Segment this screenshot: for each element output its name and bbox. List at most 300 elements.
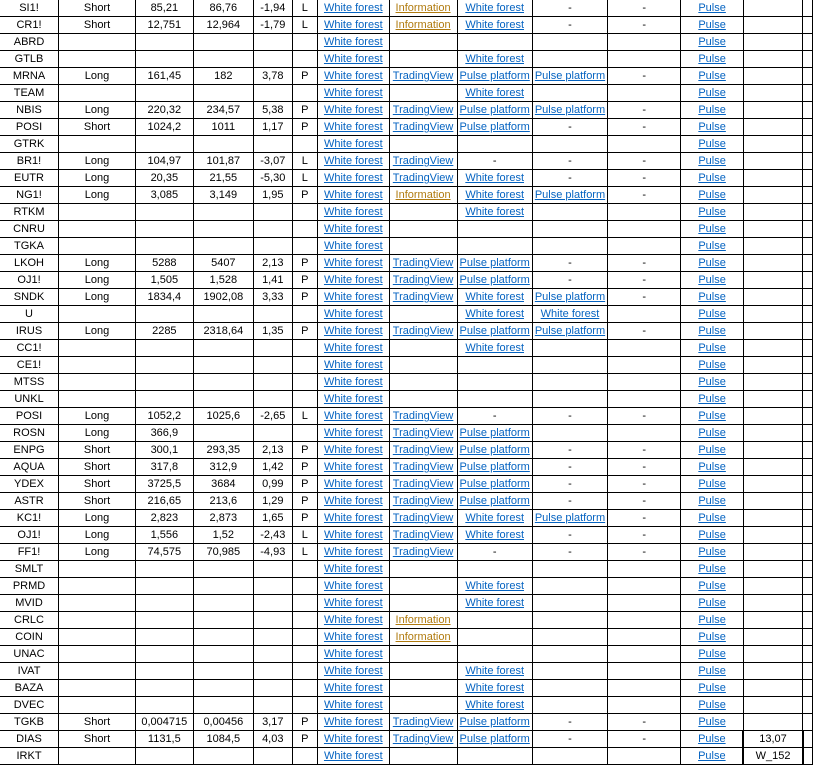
pulse-link[interactable]: Pulse — [698, 342, 726, 354]
change-pct-cell[interactable] — [253, 136, 292, 153]
link-d-cell[interactable]: - — [532, 153, 607, 170]
current-price-cell[interactable] — [193, 85, 253, 102]
tradingview-link[interactable]: TradingView — [392, 444, 454, 456]
extra-cell[interactable] — [803, 221, 813, 238]
direction-cell[interactable] — [59, 34, 136, 51]
white-forest-link[interactable]: White forest — [465, 189, 525, 201]
pulse-platform-link[interactable]: Pulse platform — [534, 104, 606, 116]
current-price-cell[interactable]: 1011 — [193, 119, 253, 136]
pulse-platform-link[interactable]: Pulse platform — [459, 716, 530, 728]
ticker-cell[interactable]: TEAM — [0, 85, 59, 102]
current-price-cell[interactable]: 293,35 — [193, 442, 253, 459]
pulse-link[interactable]: Pulse — [698, 206, 726, 218]
entry-price-cell[interactable]: 2285 — [135, 323, 193, 340]
link-c-cell[interactable]: - — [457, 153, 532, 170]
note-cell[interactable] — [743, 612, 802, 629]
change-pct-cell[interactable]: -4,93 — [253, 544, 292, 561]
link-e-cell[interactable] — [608, 595, 681, 612]
change-pct-cell[interactable]: 3,17 — [253, 714, 292, 731]
pulse-platform-link[interactable]: Pulse platform — [459, 70, 530, 82]
entry-price-cell[interactable]: 366,9 — [135, 425, 193, 442]
change-pct-cell[interactable]: 2,13 — [253, 442, 292, 459]
entry-price-cell[interactable]: 317,8 — [135, 459, 193, 476]
link-c-cell[interactable] — [457, 357, 532, 374]
change-pct-cell[interactable] — [253, 51, 292, 68]
link-e-cell[interactable]: - — [608, 255, 681, 272]
pulse-link[interactable]: Pulse — [698, 614, 726, 626]
link-d-cell[interactable] — [532, 646, 607, 663]
note-cell[interactable] — [743, 0, 802, 17]
pulse-link[interactable]: Pulse — [698, 359, 726, 371]
link-e-cell[interactable] — [608, 85, 681, 102]
direction-cell[interactable] — [59, 561, 136, 578]
link-e-cell[interactable] — [608, 748, 681, 765]
white-forest-link[interactable]: White forest — [465, 291, 525, 303]
entry-price-cell[interactable] — [135, 629, 193, 646]
link-e-cell[interactable]: - — [608, 170, 681, 187]
change-pct-cell[interactable] — [253, 646, 292, 663]
direction-cell[interactable] — [59, 204, 136, 221]
change-pct-cell[interactable]: 5,38 — [253, 102, 292, 119]
current-price-cell[interactable]: 5407 — [193, 255, 253, 272]
white-forest-link[interactable]: White forest — [323, 240, 383, 252]
note-cell[interactable] — [743, 646, 802, 663]
direction-cell[interactable]: Long — [59, 68, 136, 85]
current-price-cell[interactable]: 101,87 — [193, 153, 253, 170]
extra-cell[interactable] — [803, 442, 813, 459]
white-forest-link[interactable]: White forest — [323, 121, 383, 133]
white-forest-link[interactable]: White forest — [323, 257, 383, 269]
change-pct-cell[interactable] — [253, 374, 292, 391]
white-forest-link[interactable]: White forest — [465, 2, 525, 14]
white-forest-link[interactable]: White forest — [465, 308, 525, 320]
direction-cell[interactable] — [59, 629, 136, 646]
entry-price-cell[interactable] — [135, 578, 193, 595]
extra-cell[interactable] — [803, 663, 813, 680]
pulse-link[interactable]: Pulse — [698, 529, 726, 541]
pulse-link[interactable]: Pulse — [698, 70, 726, 82]
link-e-cell[interactable] — [608, 612, 681, 629]
white-forest-link[interactable]: White forest — [323, 325, 383, 337]
ticker-cell[interactable]: AQUA — [0, 459, 59, 476]
pulse-link[interactable]: Pulse — [698, 563, 726, 575]
extra-cell[interactable] — [803, 697, 813, 714]
link-d-cell[interactable]: - — [532, 459, 607, 476]
link-e-cell[interactable]: - — [608, 493, 681, 510]
current-price-cell[interactable]: 70,985 — [193, 544, 253, 561]
direction-cell[interactable] — [59, 697, 136, 714]
link-d-cell[interactable]: - — [532, 255, 607, 272]
link-c-cell[interactable]: - — [457, 544, 532, 561]
link-e-cell[interactable] — [608, 340, 681, 357]
link-e-cell[interactable] — [608, 306, 681, 323]
pulse-platform-link[interactable]: Pulse platform — [459, 478, 530, 490]
link-e-cell[interactable] — [608, 238, 681, 255]
note-cell[interactable] — [743, 119, 802, 136]
link-c-cell[interactable] — [457, 561, 532, 578]
result-cell[interactable]: P — [292, 119, 317, 136]
link-d-cell[interactable] — [532, 578, 607, 595]
change-pct-cell[interactable] — [253, 357, 292, 374]
white-forest-link[interactable]: White forest — [323, 223, 383, 235]
pulse-platform-link[interactable]: Pulse platform — [459, 495, 530, 507]
result-cell[interactable] — [292, 238, 317, 255]
ticker-cell[interactable]: CRLC — [0, 612, 59, 629]
entry-price-cell[interactable]: 1024,2 — [135, 119, 193, 136]
extra-cell[interactable] — [803, 748, 813, 765]
link-e-cell[interactable]: - — [608, 323, 681, 340]
link-e-cell[interactable] — [608, 221, 681, 238]
direction-cell[interactable] — [59, 391, 136, 408]
direction-cell[interactable] — [59, 578, 136, 595]
extra-cell[interactable] — [803, 51, 813, 68]
entry-price-cell[interactable] — [135, 561, 193, 578]
direction-cell[interactable] — [59, 136, 136, 153]
current-price-cell[interactable]: 234,57 — [193, 102, 253, 119]
ticker-cell[interactable]: GTLB — [0, 51, 59, 68]
link-c-cell[interactable] — [457, 646, 532, 663]
entry-price-cell[interactable] — [135, 374, 193, 391]
link-e-cell[interactable]: - — [608, 187, 681, 204]
link-e-cell[interactable]: - — [608, 17, 681, 34]
link-d-cell[interactable]: - — [532, 408, 607, 425]
tradingview-link[interactable]: TradingView — [392, 325, 454, 337]
note-cell[interactable] — [743, 255, 802, 272]
link-b-cell[interactable] — [389, 34, 457, 51]
link-d-cell[interactable]: - — [532, 544, 607, 561]
note-cell[interactable] — [743, 102, 802, 119]
ticker-cell[interactable]: IRKT — [0, 748, 59, 765]
link-d-cell[interactable] — [532, 221, 607, 238]
white-forest-link[interactable]: White forest — [323, 682, 383, 694]
note-cell[interactable] — [743, 357, 802, 374]
entry-price-cell[interactable]: 1834,4 — [135, 289, 193, 306]
entry-price-cell[interactable]: 20,35 — [135, 170, 193, 187]
note-cell[interactable] — [743, 306, 802, 323]
result-cell[interactable] — [292, 612, 317, 629]
note-cell[interactable] — [743, 561, 802, 578]
direction-cell[interactable] — [59, 374, 136, 391]
entry-price-cell[interactable] — [135, 34, 193, 51]
direction-cell[interactable] — [59, 748, 136, 765]
current-price-cell[interactable] — [193, 595, 253, 612]
direction-cell[interactable]: Short — [59, 17, 136, 34]
entry-price-cell[interactable]: 1,556 — [135, 527, 193, 544]
information-link[interactable]: Information — [395, 614, 451, 626]
entry-price-cell[interactable]: 74,575 — [135, 544, 193, 561]
direction-cell[interactable] — [59, 612, 136, 629]
extra-cell[interactable] — [803, 255, 813, 272]
direction-cell[interactable]: Long — [59, 170, 136, 187]
current-price-cell[interactable] — [193, 612, 253, 629]
result-cell[interactable] — [292, 357, 317, 374]
white-forest-link[interactable]: White forest — [323, 87, 383, 99]
pulse-link[interactable]: Pulse — [698, 699, 726, 711]
link-e-cell[interactable]: - — [608, 731, 681, 748]
change-pct-cell[interactable] — [253, 204, 292, 221]
white-forest-link[interactable]: White forest — [323, 36, 383, 48]
link-b-cell[interactable] — [389, 238, 457, 255]
entry-price-cell[interactable]: 85,21 — [135, 0, 193, 17]
link-c-cell[interactable] — [457, 391, 532, 408]
change-pct-cell[interactable]: 3,33 — [253, 289, 292, 306]
extra-cell[interactable] — [803, 340, 813, 357]
extra-cell[interactable] — [803, 476, 813, 493]
pulse-link[interactable]: Pulse — [698, 682, 726, 694]
note-cell[interactable] — [743, 17, 802, 34]
link-d-cell[interactable]: - — [532, 476, 607, 493]
extra-cell[interactable] — [803, 17, 813, 34]
current-price-cell[interactable] — [193, 425, 253, 442]
white-forest-link[interactable]: White forest — [323, 495, 383, 507]
white-forest-link[interactable]: White forest — [323, 189, 383, 201]
result-cell[interactable]: P — [292, 68, 317, 85]
direction-cell[interactable]: Long — [59, 153, 136, 170]
ticker-cell[interactable]: POSI — [0, 119, 59, 136]
entry-price-cell[interactable]: 104,97 — [135, 153, 193, 170]
pulse-link[interactable]: Pulse — [698, 104, 726, 116]
link-e-cell[interactable]: - — [608, 544, 681, 561]
note-cell[interactable] — [743, 527, 802, 544]
entry-price-cell[interactable]: 300,1 — [135, 442, 193, 459]
tradingview-link[interactable]: TradingView — [392, 104, 454, 116]
entry-price-cell[interactable] — [135, 748, 193, 765]
direction-cell[interactable] — [59, 340, 136, 357]
ticker-cell[interactable]: TGKA — [0, 238, 59, 255]
pulse-platform-link[interactable]: Pulse platform — [459, 257, 530, 269]
note-cell[interactable] — [743, 680, 802, 697]
link-b-cell[interactable] — [389, 697, 457, 714]
ticker-cell[interactable]: ABRD — [0, 34, 59, 51]
ticker-cell[interactable]: NG1! — [0, 187, 59, 204]
extra-cell[interactable] — [803, 527, 813, 544]
direction-cell[interactable]: Short — [59, 442, 136, 459]
entry-price-cell[interactable] — [135, 357, 193, 374]
current-price-cell[interactable]: 2,873 — [193, 510, 253, 527]
result-cell[interactable]: L — [292, 153, 317, 170]
pulse-link[interactable]: Pulse — [698, 648, 726, 660]
direction-cell[interactable]: Long — [59, 289, 136, 306]
pulse-link[interactable]: Pulse — [698, 427, 726, 439]
result-cell[interactable]: P — [292, 510, 317, 527]
link-b-cell[interactable] — [389, 204, 457, 221]
note-cell[interactable] — [743, 442, 802, 459]
entry-price-cell[interactable]: 12,751 — [135, 17, 193, 34]
white-forest-link[interactable]: White forest — [465, 53, 525, 65]
extra-cell[interactable] — [803, 578, 813, 595]
note-cell[interactable]: 13,07 — [743, 731, 802, 748]
link-d-cell[interactable]: - — [532, 714, 607, 731]
white-forest-link[interactable]: White forest — [323, 206, 383, 218]
pulse-platform-link[interactable]: Pulse platform — [459, 733, 530, 745]
note-cell[interactable] — [743, 663, 802, 680]
pulse-link[interactable]: Pulse — [698, 410, 726, 422]
pulse-platform-link[interactable]: Pulse platform — [534, 512, 606, 524]
entry-price-cell[interactable]: 1131,5 — [135, 731, 193, 748]
note-cell[interactable]: W_152 — [743, 748, 802, 765]
current-price-cell[interactable] — [193, 629, 253, 646]
entry-price-cell[interactable] — [135, 697, 193, 714]
link-b-cell[interactable] — [389, 221, 457, 238]
entry-price-cell[interactable] — [135, 136, 193, 153]
direction-cell[interactable]: Long — [59, 408, 136, 425]
direction-cell[interactable] — [59, 238, 136, 255]
result-cell[interactable] — [292, 34, 317, 51]
direction-cell[interactable]: Long — [59, 187, 136, 204]
link-d-cell[interactable] — [532, 204, 607, 221]
link-e-cell[interactable]: - — [608, 459, 681, 476]
link-d-cell[interactable] — [532, 748, 607, 765]
white-forest-link[interactable]: White forest — [465, 512, 525, 524]
direction-cell[interactable] — [59, 85, 136, 102]
result-cell[interactable] — [292, 561, 317, 578]
white-forest-link[interactable]: White forest — [465, 580, 525, 592]
link-c-cell[interactable] — [457, 748, 532, 765]
result-cell[interactable] — [292, 391, 317, 408]
change-pct-cell[interactable] — [253, 595, 292, 612]
extra-cell[interactable] — [803, 374, 813, 391]
ticker-cell[interactable]: UNAC — [0, 646, 59, 663]
ticker-cell[interactable]: EUTR — [0, 170, 59, 187]
extra-cell[interactable] — [803, 510, 813, 527]
extra-cell[interactable] — [803, 323, 813, 340]
entry-price-cell[interactable]: 5288 — [135, 255, 193, 272]
extra-cell[interactable] — [803, 714, 813, 731]
extra-cell[interactable] — [803, 153, 813, 170]
link-d-cell[interactable] — [532, 238, 607, 255]
white-forest-link[interactable]: White forest — [465, 172, 525, 184]
entry-price-cell[interactable] — [135, 238, 193, 255]
direction-cell[interactable] — [59, 357, 136, 374]
entry-price-cell[interactable] — [135, 51, 193, 68]
link-d-cell[interactable] — [532, 697, 607, 714]
change-pct-cell[interactable]: 1,95 — [253, 187, 292, 204]
extra-cell[interactable] — [803, 493, 813, 510]
link-e-cell[interactable]: - — [608, 68, 681, 85]
pulse-link[interactable]: Pulse — [698, 716, 726, 728]
link-b-cell[interactable] — [389, 578, 457, 595]
pulse-link[interactable]: Pulse — [698, 478, 726, 490]
pulse-link[interactable]: Pulse — [698, 19, 726, 31]
entry-price-cell[interactable]: 3725,5 — [135, 476, 193, 493]
link-d-cell[interactable] — [532, 357, 607, 374]
pulse-link[interactable]: Pulse — [698, 580, 726, 592]
current-price-cell[interactable]: 12,964 — [193, 17, 253, 34]
result-cell[interactable]: P — [292, 714, 317, 731]
extra-cell[interactable] — [803, 204, 813, 221]
link-e-cell[interactable]: - — [608, 272, 681, 289]
result-cell[interactable]: P — [292, 731, 317, 748]
ticker-cell[interactable]: UNKL — [0, 391, 59, 408]
extra-cell[interactable] — [803, 272, 813, 289]
note-cell[interactable] — [743, 153, 802, 170]
ticker-cell[interactable]: FF1! — [0, 544, 59, 561]
note-cell[interactable] — [743, 544, 802, 561]
result-cell[interactable]: P — [292, 289, 317, 306]
result-cell[interactable]: P — [292, 102, 317, 119]
change-pct-cell[interactable]: -3,07 — [253, 153, 292, 170]
white-forest-link[interactable]: White forest — [323, 699, 383, 711]
link-d-cell[interactable]: - — [532, 17, 607, 34]
link-b-cell[interactable] — [389, 748, 457, 765]
information-link[interactable]: Information — [395, 2, 451, 14]
result-cell[interactable] — [292, 595, 317, 612]
result-cell[interactable] — [292, 697, 317, 714]
extra-cell[interactable] — [803, 306, 813, 323]
ticker-cell[interactable]: CC1! — [0, 340, 59, 357]
link-e-cell[interactable] — [608, 374, 681, 391]
link-d-cell[interactable] — [532, 136, 607, 153]
link-e-cell[interactable] — [608, 136, 681, 153]
note-cell[interactable] — [743, 374, 802, 391]
ticker-cell[interactable]: SMLT — [0, 561, 59, 578]
entry-price-cell[interactable] — [135, 391, 193, 408]
current-price-cell[interactable]: 182 — [193, 68, 253, 85]
white-forest-link[interactable]: White forest — [323, 359, 383, 371]
information-link[interactable]: Information — [395, 19, 451, 31]
ticker-cell[interactable]: TGKB — [0, 714, 59, 731]
white-forest-link[interactable]: White forest — [323, 529, 383, 541]
direction-cell[interactable]: Short — [59, 119, 136, 136]
change-pct-cell[interactable] — [253, 748, 292, 765]
link-d-cell[interactable] — [532, 425, 607, 442]
link-c-cell[interactable] — [457, 136, 532, 153]
link-d-cell[interactable]: - — [532, 170, 607, 187]
link-b-cell[interactable] — [389, 306, 457, 323]
white-forest-link[interactable]: White forest — [465, 665, 525, 677]
ticker-cell[interactable]: MVID — [0, 595, 59, 612]
white-forest-link[interactable]: White forest — [323, 546, 383, 558]
link-e-cell[interactable] — [608, 204, 681, 221]
pulse-link[interactable]: Pulse — [698, 121, 726, 133]
change-pct-cell[interactable] — [253, 85, 292, 102]
pulse-link[interactable]: Pulse — [698, 155, 726, 167]
pulse-platform-link[interactable]: Pulse platform — [459, 461, 530, 473]
pulse-link[interactable]: Pulse — [698, 36, 726, 48]
entry-price-cell[interactable] — [135, 221, 193, 238]
note-cell[interactable] — [743, 391, 802, 408]
link-c-cell[interactable]: - — [457, 408, 532, 425]
pulse-link[interactable]: Pulse — [698, 512, 726, 524]
current-price-cell[interactable] — [193, 306, 253, 323]
current-price-cell[interactable]: 2318,64 — [193, 323, 253, 340]
extra-cell[interactable] — [803, 612, 813, 629]
extra-cell[interactable] — [803, 646, 813, 663]
link-e-cell[interactable]: - — [608, 527, 681, 544]
result-cell[interactable] — [292, 578, 317, 595]
change-pct-cell[interactable] — [253, 612, 292, 629]
link-d-cell[interactable]: - — [532, 272, 607, 289]
extra-cell[interactable] — [803, 0, 813, 17]
link-d-cell[interactable]: - — [532, 119, 607, 136]
direction-cell[interactable] — [59, 306, 136, 323]
white-forest-link[interactable]: White forest — [323, 512, 383, 524]
extra-cell[interactable] — [803, 85, 813, 102]
pulse-link[interactable]: Pulse — [698, 546, 726, 558]
ticker-cell[interactable]: U — [0, 306, 59, 323]
pulse-link[interactable]: Pulse — [698, 189, 726, 201]
tradingview-link[interactable]: TradingView — [392, 257, 454, 269]
direction-cell[interactable]: Long — [59, 544, 136, 561]
tradingview-link[interactable]: TradingView — [392, 274, 454, 286]
link-e-cell[interactable]: - — [608, 714, 681, 731]
link-d-cell[interactable]: - — [532, 731, 607, 748]
result-cell[interactable]: P — [292, 459, 317, 476]
current-price-cell[interactable] — [193, 646, 253, 663]
direction-cell[interactable] — [59, 221, 136, 238]
note-cell[interactable] — [743, 323, 802, 340]
current-price-cell[interactable] — [193, 374, 253, 391]
